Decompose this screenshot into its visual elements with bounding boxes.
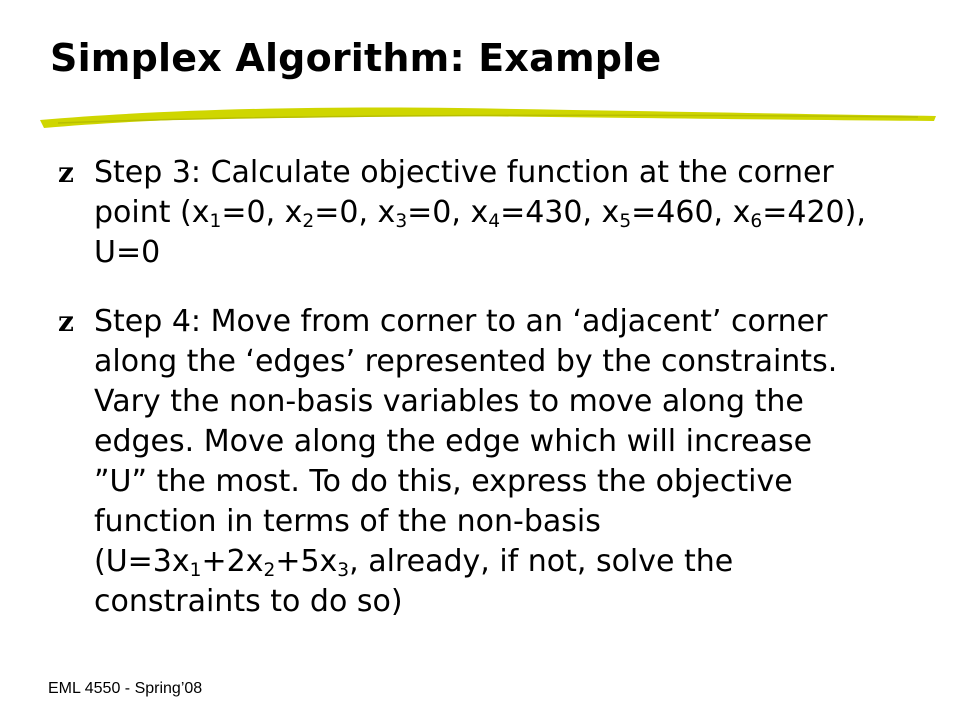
title-underline-decoration — [38, 96, 938, 136]
bullet-marker-icon: z — [58, 305, 74, 338]
bullet-text: Step 3: Calculate objective function at the corner point ($x_1=0$, $x_2=0$, $x_3=0$, $x_4=430$, $x_5=460$, $x_6=420$), U=0 — [94, 155, 866, 270]
bullet-marker-icon: z — [58, 156, 74, 189]
slide-footer: EML 4550 - Spring’08 — [48, 680, 203, 697]
slide-title: Simplex Algorithm: Example — [50, 36, 662, 80]
bullet-item — [50, 153, 870, 273]
bullet-item — [50, 302, 870, 622]
bullet-text: Step 4: Move from corner to an ‘adjacent’ corner along the ‘edges’ represented by the constraints. Vary the non-basis variables to move along the edges. Move along the edge which will increase ”U” the most. To do this, express the objective function in terms of the non-basis ($U=3x_1+2x_2+5x_3$, already, if not, solve the constraints to do so) — [94, 304, 838, 619]
